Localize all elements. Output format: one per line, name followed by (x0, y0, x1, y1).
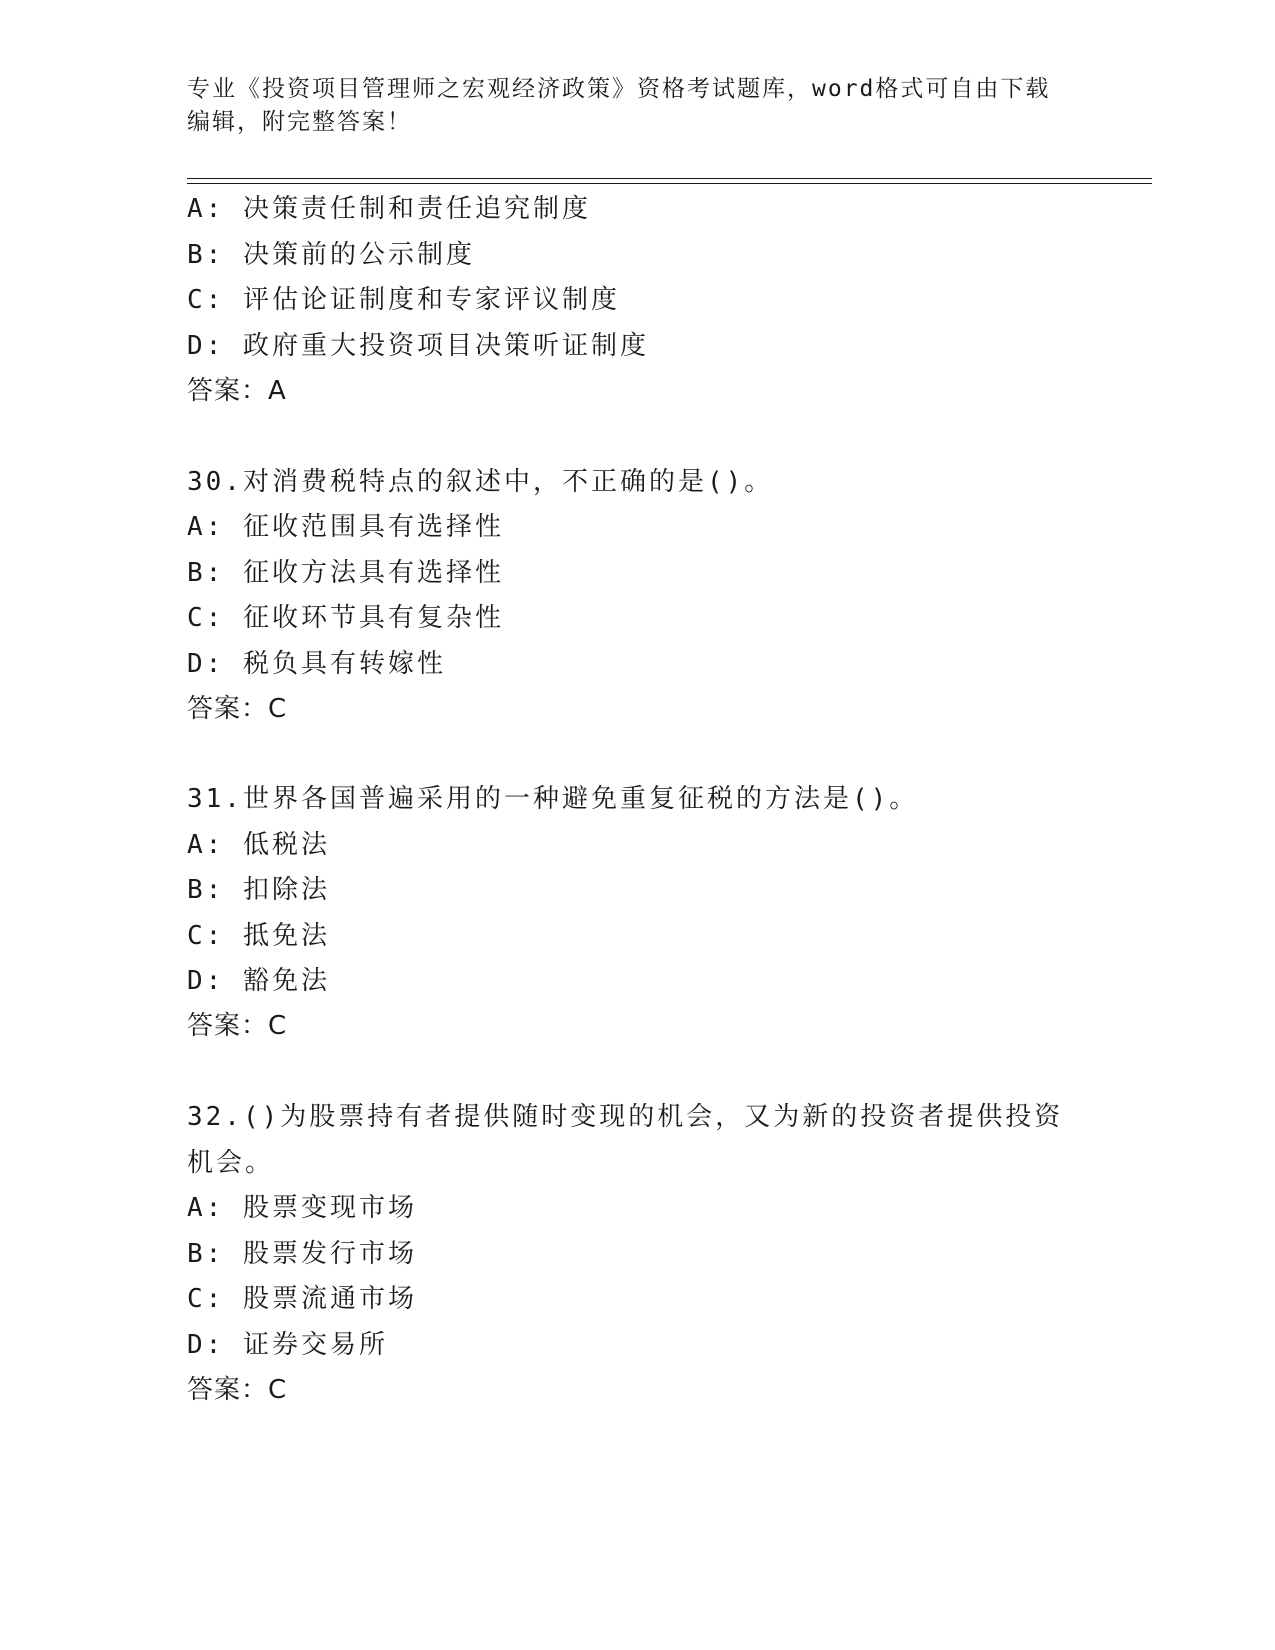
document-header: 专业《投资项目管理师之宏观经济政策》资格考试题库，word格式可自由下载编辑，附完整答案！ (187, 76, 1051, 135)
answer: 答案：C (187, 1011, 288, 1041)
option-b: B: 股票发行市场 (187, 1239, 417, 1269)
option-d: D: 政府重大投资项目决策听证制度 (187, 331, 649, 361)
option-d: D: 税负具有转嫁性 (187, 649, 446, 679)
header-divider-top (187, 178, 1152, 179)
option-c: C: 抵免法 (187, 921, 330, 951)
option-a: A: 决策责任制和责任追究制度 (187, 194, 591, 224)
option-b: B: 扣除法 (187, 875, 330, 905)
option-b: B: 决策前的公示制度 (187, 240, 475, 270)
option-c: C: 征收环节具有复杂性 (187, 603, 504, 633)
question-30: 30.对消费税特点的叙述中，不正确的是()。 (187, 467, 774, 497)
option-c: C: 评估论证制度和专家评议制度 (187, 285, 620, 315)
option-d: D: 豁免法 (187, 966, 330, 996)
question-31: 31.世界各国普遍采用的一种避免重复征税的方法是()。 (187, 784, 919, 814)
answer: 答案：C (187, 1375, 288, 1405)
option-a: A: 征收范围具有选择性 (187, 512, 504, 542)
answer: 答案：A (187, 376, 287, 406)
option-c: C: 股票流通市场 (187, 1284, 417, 1314)
question-32: 32.()为股票持有者提供随时变现的机会，又为新的投资者提供投资机会。 (187, 1102, 1064, 1178)
option-b: B: 征收方法具有选择性 (187, 558, 504, 588)
option-a: A: 股票变现市场 (187, 1193, 417, 1223)
answer: 答案：C (187, 694, 288, 724)
option-d: D: 证券交易所 (187, 1330, 388, 1360)
option-a: A: 低税法 (187, 830, 330, 860)
header-divider-bottom (187, 183, 1152, 184)
